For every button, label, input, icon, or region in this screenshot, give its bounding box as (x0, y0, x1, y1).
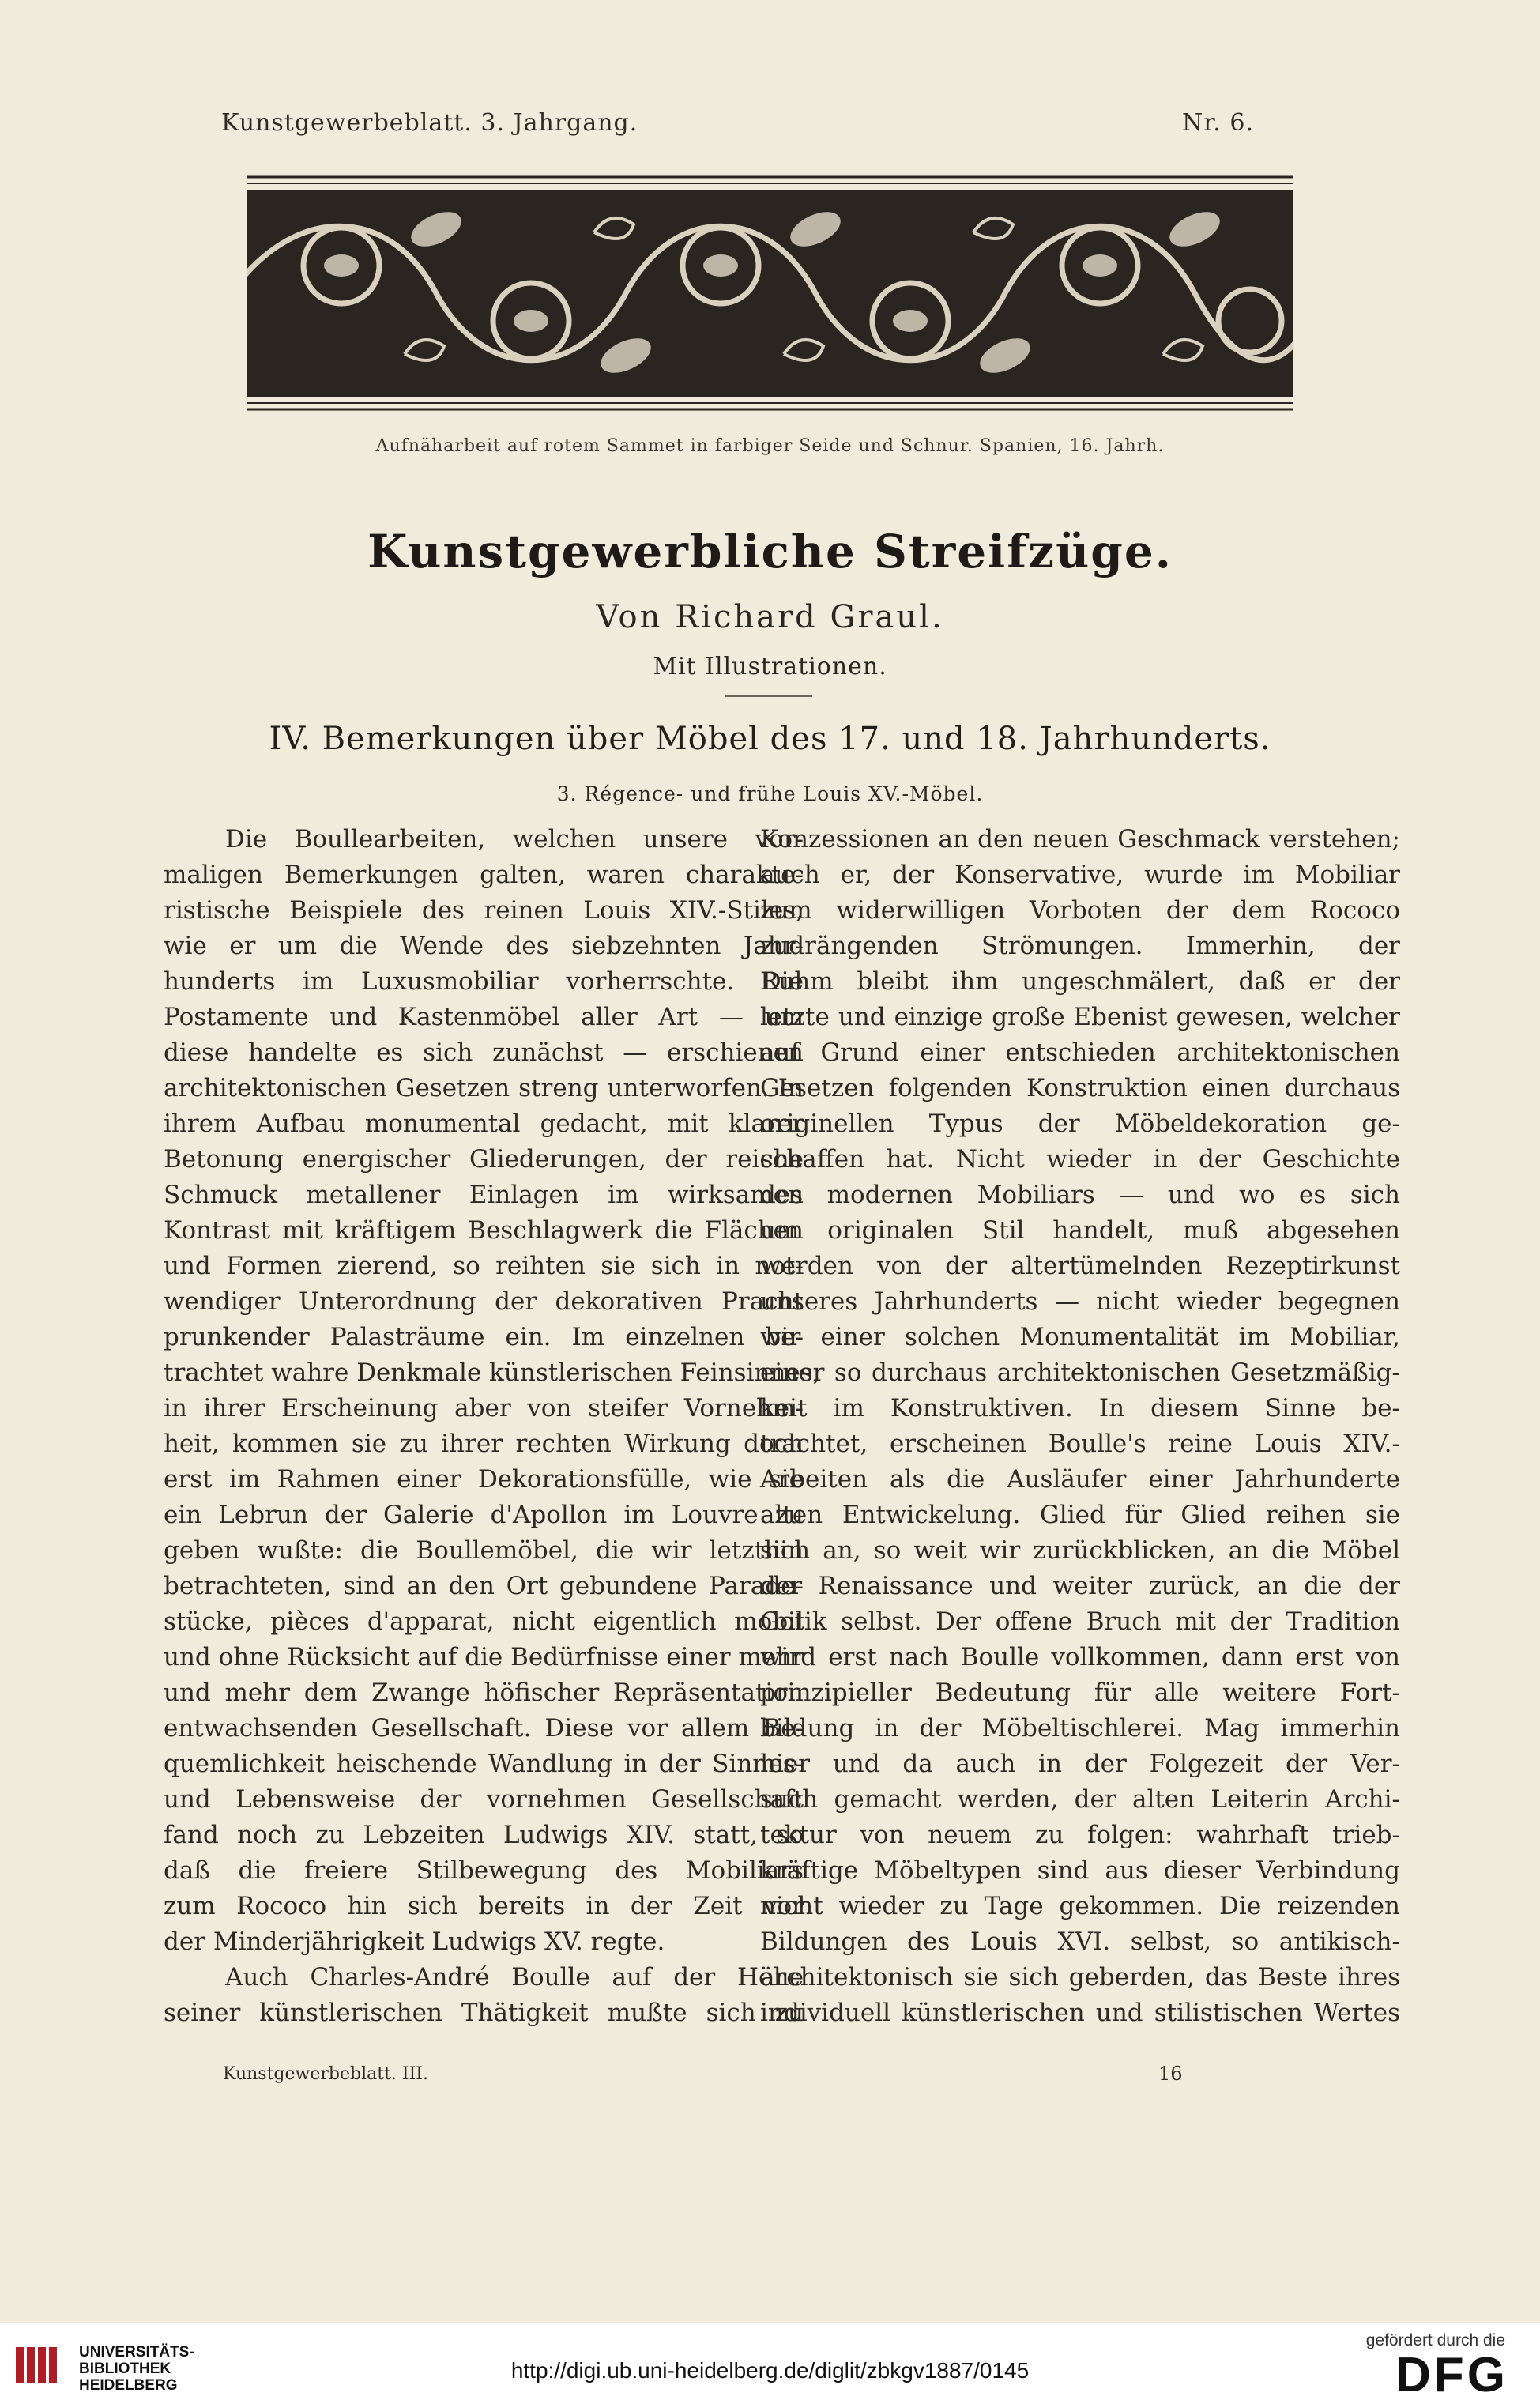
text-line: und Lebensweise der vornehmen Gesellschaft (164, 1785, 804, 1814)
text-line: kräftige Möbeltypen sind aus dieser Verbindung (760, 1856, 1400, 1885)
text-line: diese handelte es sich zunächst — erschienen (164, 1038, 804, 1067)
text-line: hier und da auch in der Folgezeit der Ver- (760, 1750, 1400, 1778)
article-byline: Von Richard Graul. (596, 599, 944, 635)
text-line: wir einer solchen Monumentalität im Mobiliar, (760, 1323, 1400, 1351)
text-line: bildung in der Möbeltischlerei. Mag immerhin (760, 1714, 1400, 1743)
text-line: auf Grund einer entschieden architektonischen (760, 1038, 1400, 1067)
illustrations-note: Mit Illustrationen. (653, 653, 887, 680)
text-line: Arbeiten als die Ausläufer einer Jahrhunderte (760, 1465, 1400, 1494)
text-line: zum widerwilligen Vorboten der dem Rococo (760, 896, 1400, 925)
text-line: der Minderjährigkeit Ludwigs XV. regte. (164, 1927, 665, 1956)
text-line: unseres Jahrhunderts — nicht wieder begegnen (760, 1287, 1400, 1316)
subsection-heading: 3. Régence- und frühe Louis XV.-Möbel. (556, 782, 984, 805)
running-head-number: Nr. 6. (1182, 109, 1254, 137)
text-line: und mehr dem Zwange höfischer Repräsentation (164, 1679, 804, 1707)
text-line: ein Lebrun der Galerie d'Apollon im Louvre zu (164, 1501, 804, 1529)
text-line: architektonischen Gesetzen streng unterworfen. In (164, 1074, 804, 1102)
ornament-caption: Aufnäharbeit auf rotem Sammet in farbiger Seide und Schnur. Spanien, 16. Jahrh. (375, 436, 1165, 456)
text-line: entwachsenden Gesellschaft. Diese vor allem Be- (164, 1714, 804, 1743)
text-line: sich an, so weit wir zurückblicken, an die Möbel (760, 1536, 1400, 1565)
text-line: betrachteten, sind an den Ort gebundene Parade- (164, 1572, 804, 1600)
text-line: Auch Charles-André Boulle auf der Höhe (225, 1963, 804, 1991)
footer-journal: Kunstgewerbeblatt. III. (223, 2064, 428, 2084)
text-line: wendiger Unterordnung der dekorativen Pracht (164, 1287, 804, 1316)
text-line: Die Boullearbeiten, welchen unsere vor- (225, 825, 804, 853)
text-line: ristische Beispiele des reinen Louis XIV.-Stiles, (164, 896, 804, 925)
text-line: letzte und einzige große Ebenist gewesen, welcher (760, 1003, 1400, 1031)
text-line: prinzipieller Bedeutung für alle weitere Fort- (760, 1679, 1400, 1707)
text-line: maligen Bemerkungen galten, waren charakte- (164, 861, 804, 889)
title-divider (725, 695, 812, 697)
embroidery-ornament-icon (247, 172, 1293, 414)
text-line: Gesetzen folgenden Konstruktion einen durchaus (760, 1074, 1400, 1102)
text-line: trachtet wahre Denkmale künstlerischen Feinsinnes, (164, 1358, 821, 1387)
digitization-bar (0, 2323, 1540, 2404)
text-line: auch er, der Konservative, wurde im Mobiliar (760, 861, 1400, 889)
article-title: Kunstgewerbliche Streifzüge. (367, 525, 1173, 578)
text-line: Gotik selbst. Der offene Bruch mit der Tradition (760, 1607, 1400, 1636)
text-line: wird erst nach Boulle vollkommen, dann erst von (760, 1643, 1400, 1671)
dfg-logo: DFG (1395, 2348, 1508, 2402)
text-line: schaffen hat. Nicht wieder in der Geschichte (760, 1145, 1400, 1174)
text-line: ihrem Aufbau monumental gedacht, mit klarer (164, 1110, 804, 1138)
text-line: werden von der altertümelnden Rezeptirkunst (760, 1252, 1400, 1280)
text-line: der Renaissance und weiter zurück, an die der (760, 1572, 1400, 1600)
text-line: Kontrast mit kräftigem Beschlagwerk die Flächen (164, 1216, 804, 1245)
text-column-right (760, 822, 1400, 2031)
text-line: hunderts im Luxusmobiliar vorherrschte. Die (164, 967, 804, 996)
text-column-left (164, 822, 821, 2031)
page-number: 16 (1158, 2063, 1183, 2085)
text-line: daß die freiere Stilbewegung des Mobiliars (164, 1856, 804, 1885)
permalink[interactable]: http://digi.ub.uni-heidelberg.de/diglit/zbkgv1887/0145 (510, 2358, 1030, 2383)
text-line: Betonung energischer Gliederungen, der reiche (164, 1145, 804, 1174)
text-line: Postamente und Kastenmöbel aller Art — um (164, 1003, 804, 1031)
text-line: nicht wieder zu Tage gekommen. Die reizenden (760, 1892, 1400, 1920)
text-line: geben wußte: die Boullemöbel, die wir letzthin (164, 1536, 804, 1565)
funding-note: gefördert durch die (1365, 2331, 1505, 2349)
text-line: alten Entwickelung. Glied für Glied reihen sie (760, 1501, 1400, 1529)
institution-line: BIBLIOTHEK (79, 2361, 171, 2377)
text-line: individuell künstlerischen und stilistischen Wertes (760, 1999, 1400, 2027)
text-line: heit, kommen sie zu ihrer rechten Wirkung doch (164, 1430, 804, 1458)
text-line: erst im Rahmen einer Dekorationsfülle, wie sie (164, 1465, 804, 1494)
text-line: Bildungen des Louis XVI. selbst, so antikisch- (760, 1927, 1400, 1956)
text-line: in ihrer Erscheinung aber von steifer Vornehm- (164, 1394, 804, 1422)
text-line: architektonisch sie sich geberden, das Beste ihres (760, 1963, 1400, 1991)
section-heading: IV. Bemerkungen über Möbel des 17. und 18. Jahrhunderts. (269, 721, 1271, 757)
institution-line: UNIVERSITÄTS- (79, 2344, 194, 2361)
text-line: und ohne Rücksicht auf die Bedürfnisse einer mehr (164, 1643, 804, 1671)
text-line: tektur von neuem zu folgen: wahrhaft trieb- (760, 1821, 1400, 1849)
text-line: und Formen zierend, so reihten sie sich in not- (164, 1252, 804, 1280)
text-line: trachtet, erscheinen Boulle's reine Louis XIV.- (760, 1430, 1400, 1458)
text-line: zum Rococo hin sich bereits in der Zeit vor (164, 1892, 804, 1920)
institution-line: HEIDELBERG (79, 2377, 178, 2394)
text-line: quemlichkeit heischende Wandlung in der Sinnes- (164, 1750, 804, 1778)
text-line: einer so durchaus architektonischen Gesetzmäßig- (760, 1358, 1400, 1387)
text-line: Schmuck metallener Einlagen im wirksamen (164, 1181, 804, 1209)
text-line: stücke, pièces d'apparat, nicht eigentlich mobil (164, 1607, 804, 1636)
text-line: keit im Konstruktiven. In diesem Sinne be- (760, 1394, 1400, 1422)
text-line: Ruhm bleibt ihm ungeschmälert, daß er der (760, 967, 1400, 996)
text-line: originellen Typus der Möbeldekoration ge- (760, 1110, 1400, 1138)
text-line: Konzessionen an den neuen Geschmack verstehen; (760, 825, 1400, 853)
text-line: zudrängenden Strömungen. Immerhin, der (760, 932, 1400, 960)
text-line: seiner künstlerischen Thätigkeit mußte sich zu (164, 1999, 804, 2027)
text-line: wie er um die Wende des siebzehnten Jahr- (164, 932, 804, 960)
text-line: prunkender Palasträume ein. Im einzelnen be- (164, 1323, 804, 1351)
text-line: des modernen Mobiliars — und wo es sich (760, 1181, 1400, 1209)
text-line: fand noch zu Lebzeiten Ludwigs XIV. statt, so (164, 1821, 804, 1849)
text-line: such gemacht werden, der alten Leiterin Archi- (760, 1785, 1400, 1814)
text-line: um originalen Stil handelt, muß abgesehen (760, 1216, 1400, 1245)
running-head-journal: Kunstgewerbeblatt. 3. Jahrgang. (221, 109, 638, 137)
